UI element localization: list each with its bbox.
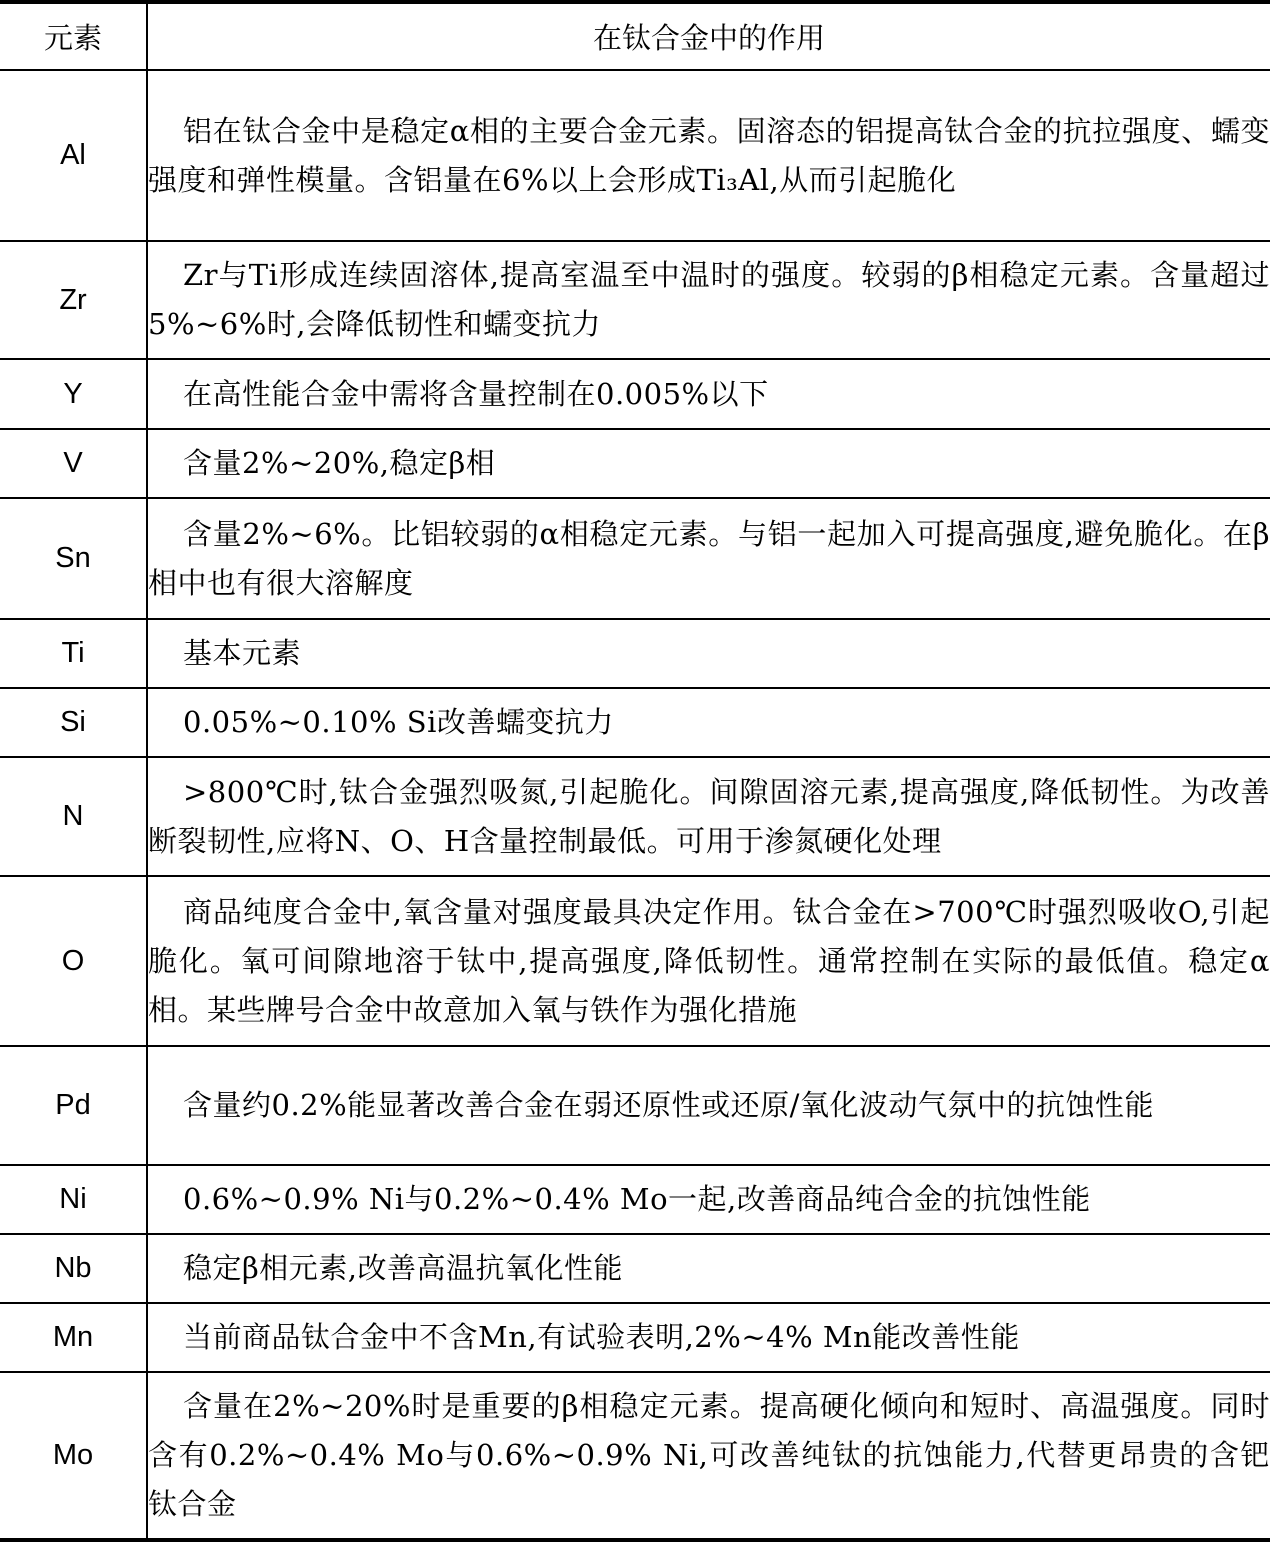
table-row	[0, 1165, 1270, 1234]
element-cell: Pd	[0, 1046, 147, 1165]
table-row	[0, 1234, 1270, 1303]
element-cell: N	[0, 757, 147, 876]
table-row	[0, 1303, 1270, 1372]
element-cell: Al	[0, 70, 147, 241]
effect-cell: 基本元素	[147, 619, 1270, 688]
table-row	[0, 757, 1270, 876]
table-row	[0, 1046, 1270, 1165]
effect-cell: 铝在钛合金中是稳定α相的主要合金元素。固溶态的铝提高钛合金的抗拉强度、蠕变强度和弹性模量。含铝量在6%以上会形成Ti₃Al,从而引起脆化	[147, 70, 1270, 241]
element-cell: Ni	[0, 1165, 147, 1234]
effect-cell: 在高性能合金中需将含量控制在0.005%以下	[147, 359, 1270, 429]
table-row	[0, 429, 1270, 498]
header-element: 元素	[0, 2, 147, 70]
table-row	[0, 1372, 1270, 1540]
table-row	[0, 498, 1270, 619]
effect-cell: Zr与Ti形成连续固溶体,提高室温至中温时的强度。较弱的β相稳定元素。含量超过5%~6%时,会降低韧性和蠕变抗力	[147, 241, 1270, 359]
element-cell: Mn	[0, 1303, 147, 1372]
effect-cell: >800℃时,钛合金强烈吸氮,引起脆化。间隙固溶元素,提高强度,降低韧性。为改善断裂韧性,应将N、O、H含量控制最低。可用于渗氮硬化处理	[147, 757, 1270, 876]
effect-cell: 含量约0.2%能显著改善合金在弱还原性或还原/氧化波动气氛中的抗蚀性能	[147, 1046, 1270, 1165]
effect-cell: 含量在2%~20%时是重要的β相稳定元素。提高硬化倾向和短时、高温强度。同时含有0.2%~0.4% Mo与0.6%~0.9% Ni,可改善纯钛的抗蚀能力,代替更昂贵的含钯钛合金	[147, 1372, 1270, 1540]
effect-cell: 0.6%~0.9% Ni与0.2%~0.4% Mo一起,改善商品纯合金的抗蚀性能	[147, 1165, 1270, 1234]
table-header-row	[0, 2, 1270, 70]
element-cell: V	[0, 429, 147, 498]
element-cell: Zr	[0, 241, 147, 359]
element-cell: Sn	[0, 498, 147, 619]
table-row	[0, 688, 1270, 757]
element-cell: Nb	[0, 1234, 147, 1303]
table-row	[0, 359, 1270, 429]
effect-cell: 含量2%~6%。比铝较弱的α相稳定元素。与铝一起加入可提高强度,避免脆化。在β相中也有很大溶解度	[147, 498, 1270, 619]
table-row	[0, 70, 1270, 241]
effect-cell: 商品纯度合金中,氧含量对强度最具决定作用。钛合金在>700℃时强烈吸收O,引起脆化。氧可间隙地溶于钛中,提高强度,降低韧性。通常控制在实际的最低值。稳定α相。某些牌号合金中故意加入氧与铁作为强化措施	[147, 876, 1270, 1046]
element-cell: Ti	[0, 619, 147, 688]
element-cell: Y	[0, 359, 147, 429]
element-cell: O	[0, 876, 147, 1046]
element-cell: Si	[0, 688, 147, 757]
effect-cell: 稳定β相元素,改善高温抗氧化性能	[147, 1234, 1270, 1303]
table-row	[0, 876, 1270, 1046]
element-cell: Mo	[0, 1372, 147, 1540]
header-effect: 在钛合金中的作用	[147, 2, 1270, 70]
table-row	[0, 619, 1270, 688]
effect-cell: 0.05%~0.10% Si改善蠕变抗力	[147, 688, 1270, 757]
effect-cell: 当前商品钛合金中不含Mn,有试验表明,2%~4% Mn能改善性能	[147, 1303, 1270, 1372]
table-row	[0, 241, 1270, 359]
effect-cell: 含量2%~20%,稳定β相	[147, 429, 1270, 498]
